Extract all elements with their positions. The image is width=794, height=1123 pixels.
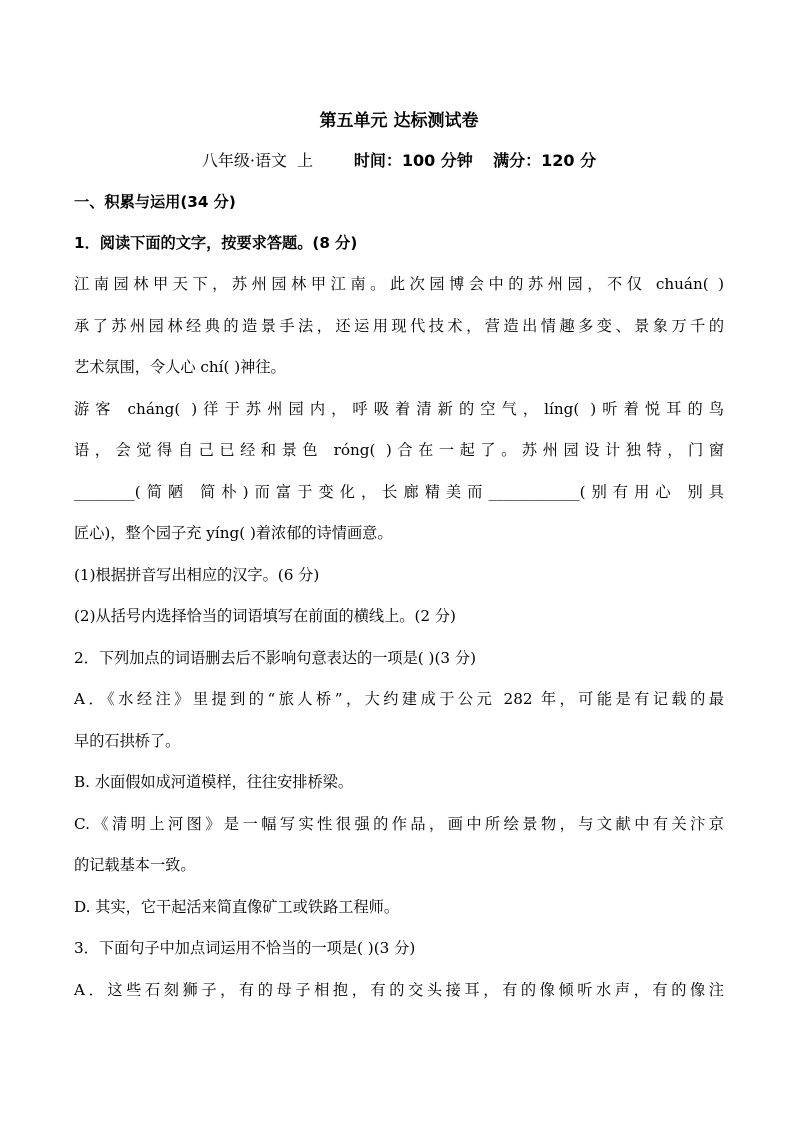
question-2-option-d: D. 其实，它干起活来简直像矿工或铁路工程师。 (74, 898, 400, 916)
section-heading-1: 一、积累与运用(34 分) (74, 193, 236, 211)
grade-subject: 八年级·语文 上 (201, 151, 314, 170)
question-2-option-c-line-1: C.《清明上河图》是一幅写实性很强的作品，画中所绘景物，与文献中有关汴京 (74, 815, 724, 833)
question-1-sub-2: (2)从括号内选择恰当的词语填写在前面的横线上。(2 分) (74, 607, 456, 625)
question-1-sub-1: (1)根据拼音写出相应的汉字。(6 分) (74, 566, 320, 584)
passage-line-6: ________(简陋 简朴)而富于变化，长廊精美而____________(别有用心 别具 (74, 483, 724, 501)
exam-full-score: 满分：120 分 (493, 151, 597, 170)
question-1-prompt: 阅读下面的文字，按要求答题。(8 分) (99, 234, 358, 252)
question-2-option-a-line-1: A．《水经注》里提到的“旅人桥”，大约建成于公元 282 年，可能是有记载的最 (74, 690, 724, 708)
question-2-option-b: B. 水面假如成河道模样，往往安排桥梁。 (74, 773, 354, 791)
passage-line-3: 艺术氛围，令人心 chí( )神往。 (74, 358, 286, 376)
question-1-number: 1． (74, 234, 100, 252)
question-3-option-a-line-1: A．这些石刻狮子，有的母子相抱，有的交头接耳，有的像倾听水声，有的像注 (74, 981, 724, 999)
passage-line-4: 游客 cháng( )徉于苏州园内，呼吸着清新的空气，líng( )听着悦耳的鸟 (74, 400, 724, 418)
question-3-stem: 3．下面句子中加点词运用不恰当的一项是( )(3 分) (74, 939, 416, 957)
passage-line-2: 承了苏州园林经典的造景手法，还运用现代技术，营造出情趣多变、景象万千的 (74, 317, 724, 335)
passage-line-5: 语，会觉得自己已经和景色 róng( )合在一起了。苏州园设计独特，门窗 (74, 441, 724, 459)
question-2-option-a-line-2: 早的石拱桥了。 (74, 732, 181, 750)
passage-line-1: 江南园林甲天下，苏州园林甲江南。此次园博会中的苏州园，不仅 chuán( ) (74, 275, 724, 293)
page-title: 第五单元 达标测试卷 (319, 111, 479, 131)
passage-line-7: 匠心)，整个园子充 yíng( )着浓郁的诗情画意。 (74, 524, 393, 542)
question-2-option-c-line-2: 的记载基本一致。 (74, 856, 196, 874)
question-2-stem: 2．下列加点的词语删去后不影响句意表达的一项是( )(3 分) (74, 649, 476, 667)
exam-info (74, 148, 724, 171)
question-1-heading (74, 233, 724, 253)
exam-time: 时间：100 分钟 (353, 151, 473, 170)
